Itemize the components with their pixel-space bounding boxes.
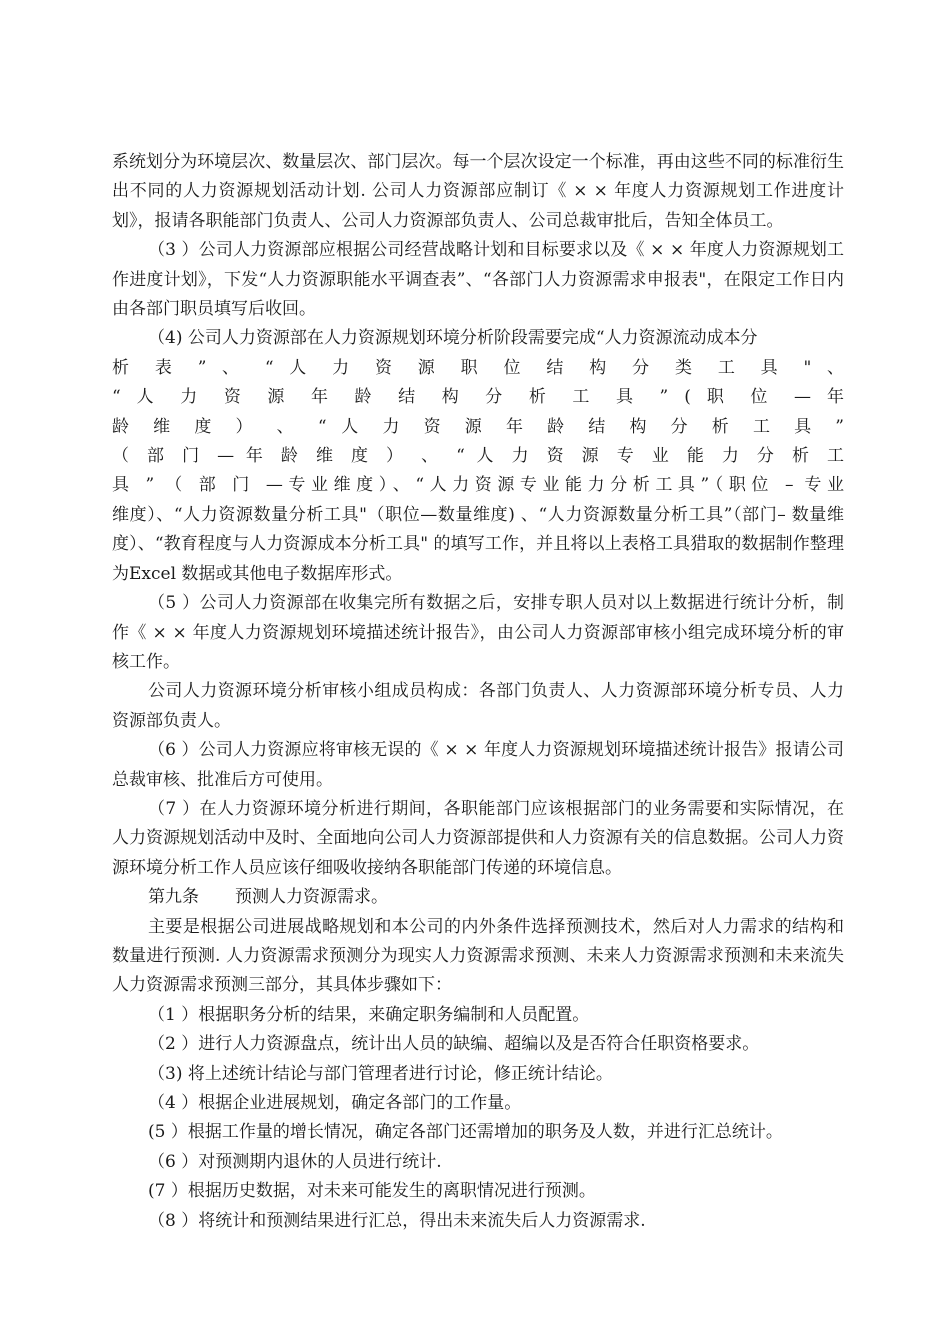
forecast-step-3: （3) 将上述统计结论与部门管理者进行讨论，修正统计结论。 — [148, 1063, 613, 1084]
paragraph-3-rest: 维度）、“人力资源数量分析工具"（职位—数量维度) 、“人力资源数量分析工具”（部门– 数量维度）、“教育程度与人力资源成本分析工具" 的填写工作，并且将以上表格工具猎取的数据制作整理为Excel 数据或其他电子数据库形式。 — [112, 504, 844, 584]
paragraph-2: （3 ）公司人力资源部应根据公司经营战略计划和目标要求以及《 × × 年度人力资源规划工作进度计划》，下发“人力资源职能水平调查表”、“各部门人力资源需求申报表"，在限定工作日内由各部门职员填写后收回。 — [112, 240, 844, 320]
paragraph-3-line-3: “ 人 力 资 源 年 龄 结 构 分 析 工 具 ” ( 职 位 — 年 — [112, 387, 844, 408]
document-body — [112, 148, 844, 1236]
paragraph-5-step: （5 ）公司人力资源部在收集完所有数据之后，安排专职人员对以上数据进行统计分析，制作《 × × 年度人力资源规划环境描述统计报告》，由公司人力资源部审核小组完成环境分析的审核工作。 — [112, 593, 844, 672]
forecast-step-2: （2 ）进行人力资源盘点，统计出人员的缺编、超编以及是否符合任职资格要求。 — [148, 1034, 760, 1055]
forecast-step-4: （4 ）根据企业进展规划，确定各部门的工作量。 — [148, 1093, 522, 1113]
paragraph-3-line-1: （4) 公司人力资源部在人力资源规划环境分析阶段需要完成“人力资源流动成本分 — [148, 328, 758, 349]
paragraph-review-team: 公司人力资源环境分析审核小组成员构成：各部门负责人、人力资源部环境分析专员、人力资源部负责人。 — [112, 681, 844, 731]
forecast-step-1: （1 ）根据职务分析的结果，来确定职务编制和人员配置。 — [148, 1004, 590, 1025]
paragraph-1: 系统划分为环境层次、数量层次、部门层次。每一个层次设定一个标准，再由这些不同的标准衍生出不同的人力资源规划活动计划. 公司人力资源部应制订《 × × 年度人力资源规划工作进度计划》，报请各职能部门负责人、公司人力资源部负责人、公司总裁审批后，告知全体员工。 — [112, 152, 844, 231]
article-9-heading — [112, 883, 844, 912]
paragraph-3-line-4: 龄 维 度 ） 、 “ 人 力 资 源 年 龄 结 构 分 析 工 具 ” — [112, 416, 844, 437]
forecast-step-7: (7 ）根据历史数据，对未来可能发生的离职情况进行预测。 — [148, 1181, 596, 1202]
paragraph-demand-forecast: 主要是根据公司进展战略规划和本公司的内外条件选择预测技术，然后对人力需求的结构和数量进行预测. 人力资源需求预测分为现实人力资源需求预测、未来人力资源需求预测和未来流失人力资源需求预测三部分，其具体步骤如下： — [112, 916, 844, 996]
paragraph-6-step: （6 ）公司人力资源应将审核无误的《 × × 年度人力资源规划环境描述统计报告》报请公司总裁审核、批准后方可使用。 — [112, 740, 844, 790]
paragraph-3-line-6: 具 ” （ 部 门 —专业维度）、“人力资源专业能力分析工具”（职位 – 专业 — [112, 475, 844, 496]
paragraph-7-step: （7 ）在人力资源环境分析进行期间，各职能部门应该根据部门的业务需要和实际情况，在人力资源规划活动中及时、全面地向公司人力资源部提供和人力资源有关的信息数据。公司人力资源环境分析工作人员应该仔细吸收接纳各职能部门传递的环境信息。 — [112, 798, 844, 878]
forecast-step-5: (5 ）根据工作量的增长情况，确定各部门还需增加的职务及人数，并进行汇总统计。 — [148, 1122, 783, 1143]
paragraph-3-line-5: （ 部 门 — 年 龄 维 度 ） 、 “ 人 力 资 源 专 业 能 力 分 析 工 — [112, 446, 844, 467]
paragraph-3-line-2: 析 表 ” 、 “ 人 力 资 源 职 位 结 构 分 类 工 具 " 、 — [112, 357, 844, 378]
forecast-step-6: （6 ）对预测期内退休的人员进行统计. — [148, 1151, 442, 1172]
article-9-number: 第九条 — [148, 887, 199, 908]
article-9-title: 预测人力资源需求。 — [235, 887, 388, 908]
forecast-step-8: （8 ）将统计和预测结果进行汇总，得出未来流失后人力资源需求. — [148, 1210, 646, 1231]
